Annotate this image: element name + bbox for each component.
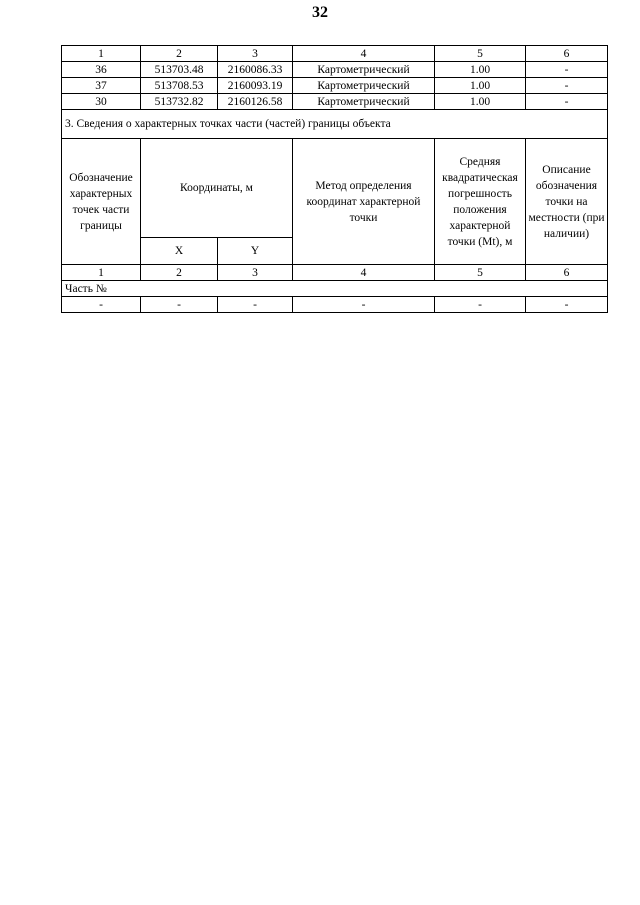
part-label-row — [62, 281, 608, 297]
section-title: 3. Сведения о характерных точках части (частей) границы объекта — [62, 110, 608, 139]
header-error: Средняя квадратическая погрешность положения характерной точки (Mt), м — [435, 139, 526, 265]
method: Картометрический — [293, 94, 435, 110]
column-numbers-row — [62, 265, 608, 281]
table-row — [62, 94, 608, 110]
header-y: Y — [218, 238, 293, 265]
table-row — [62, 297, 608, 313]
header-description: Описание обозначения точки на местности (при наличии) — [526, 139, 608, 265]
coord-y: 2160093.19 — [218, 78, 293, 94]
col-number: 5 — [435, 46, 526, 62]
empty-cell: - — [435, 297, 526, 313]
coord-x: 513708.53 — [141, 78, 218, 94]
coord-y: 2160126.58 — [218, 94, 293, 110]
description: - — [526, 62, 608, 78]
col-number: 3 — [218, 46, 293, 62]
error-value: 1.00 — [435, 78, 526, 94]
point-id: 36 — [62, 62, 141, 78]
col-number: 2 — [141, 265, 218, 281]
method: Картометрический — [293, 78, 435, 94]
coord-x: 513732.82 — [141, 94, 218, 110]
col-number: 3 — [218, 265, 293, 281]
description: - — [526, 78, 608, 94]
coord-x: 513703.48 — [141, 62, 218, 78]
header-x: X — [141, 238, 218, 265]
boundary-points-table — [61, 45, 608, 313]
col-number: 1 — [62, 265, 141, 281]
header-designation: Обозначение характерных точек части границы — [62, 139, 141, 265]
empty-cell: - — [293, 297, 435, 313]
col-number: 6 — [526, 46, 608, 62]
empty-cell: - — [218, 297, 293, 313]
header-row — [62, 139, 608, 238]
table-row — [62, 78, 608, 94]
col-number: 5 — [435, 265, 526, 281]
error-value: 1.00 — [435, 62, 526, 78]
point-id: 30 — [62, 94, 141, 110]
column-numbers-row — [62, 46, 608, 62]
empty-cell: - — [526, 297, 608, 313]
section-title-row — [62, 110, 608, 139]
header-method: Метод определения координат характерной точки — [293, 139, 435, 265]
col-number: 2 — [141, 46, 218, 62]
col-number: 4 — [293, 46, 435, 62]
header-coordinates: Координаты, м — [141, 139, 293, 238]
method: Картометрический — [293, 62, 435, 78]
empty-cell: - — [62, 297, 141, 313]
description: - — [526, 94, 608, 110]
page-number: 32 — [312, 4, 328, 21]
part-label: Часть № — [62, 281, 608, 297]
col-number: 6 — [526, 265, 608, 281]
table-row — [62, 62, 608, 78]
empty-cell: - — [141, 297, 218, 313]
error-value: 1.00 — [435, 94, 526, 110]
col-number: 4 — [293, 265, 435, 281]
coord-y: 2160086.33 — [218, 62, 293, 78]
col-number: 1 — [62, 46, 141, 62]
point-id: 37 — [62, 78, 141, 94]
